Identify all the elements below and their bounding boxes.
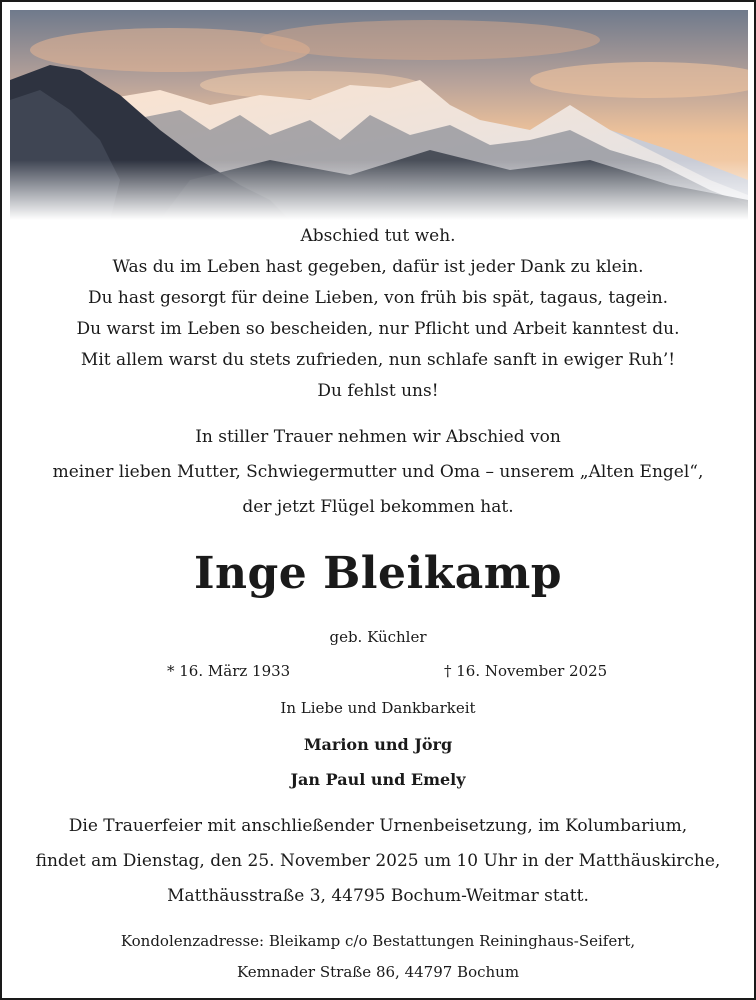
birth-date: * 16. März 1933: [167, 662, 291, 680]
poem-line: Abschied tut weh.: [300, 226, 456, 246]
birth-name: geb. Küchler: [329, 628, 427, 646]
deceased-name: Inge Bleikamp: [193, 548, 563, 599]
poem-line: Du fehlst uns!: [317, 381, 439, 401]
mourner-name: Jan Paul und Emely: [290, 770, 466, 789]
intro-line: meiner lieben Mutter, Schwiegermutter und Oma – unserem „Alten Engel“,: [52, 462, 704, 482]
intro-line: der jetzt Flügel bekommen hat.: [242, 497, 514, 517]
intro-line: In stiller Trauer nehmen wir Abschied von: [195, 427, 561, 447]
service-line: Matthäusstraße 3, 44795 Bochum-Weitmar statt.: [167, 886, 589, 906]
service-line: Die Trauerfeier mit anschließender Urnenbeisetzung, im Kolumbarium,: [68, 816, 688, 836]
poem-line: Was du im Leben hast gegeben, dafür ist jeder Dank zu klein.: [112, 257, 644, 277]
poem-line: Du warst im Leben so bescheiden, nur Pflicht und Arbeit kanntest du.: [76, 319, 680, 339]
death-date: † 16. November 2025: [444, 662, 608, 680]
poem-line: Du hast gesorgt für deine Lieben, von früh bis spät, tagaus, tagein.: [87, 288, 669, 308]
mountain-landscape-icon: [10, 10, 748, 220]
mourner-name: Marion und Jörg: [303, 735, 453, 754]
mourners-heading: In Liebe und Dankbarkeit: [280, 699, 476, 717]
mountain-landscape-photo: [10, 10, 748, 220]
condolence-line: Kemnader Straße 86, 44797 Bochum: [236, 963, 520, 981]
condolence-line: Kondolenzadresse: Bleikamp c/o Bestattungen Reininghaus-Seifert,: [120, 932, 636, 950]
service-line: findet am Dienstag, den 25. November 2025 um 10 Uhr in der Matthäuskirche,: [35, 851, 721, 871]
poem-line: Mit allem warst du stets zufrieden, nun schlafe sanft in ewiger Ruh’!: [80, 350, 676, 370]
